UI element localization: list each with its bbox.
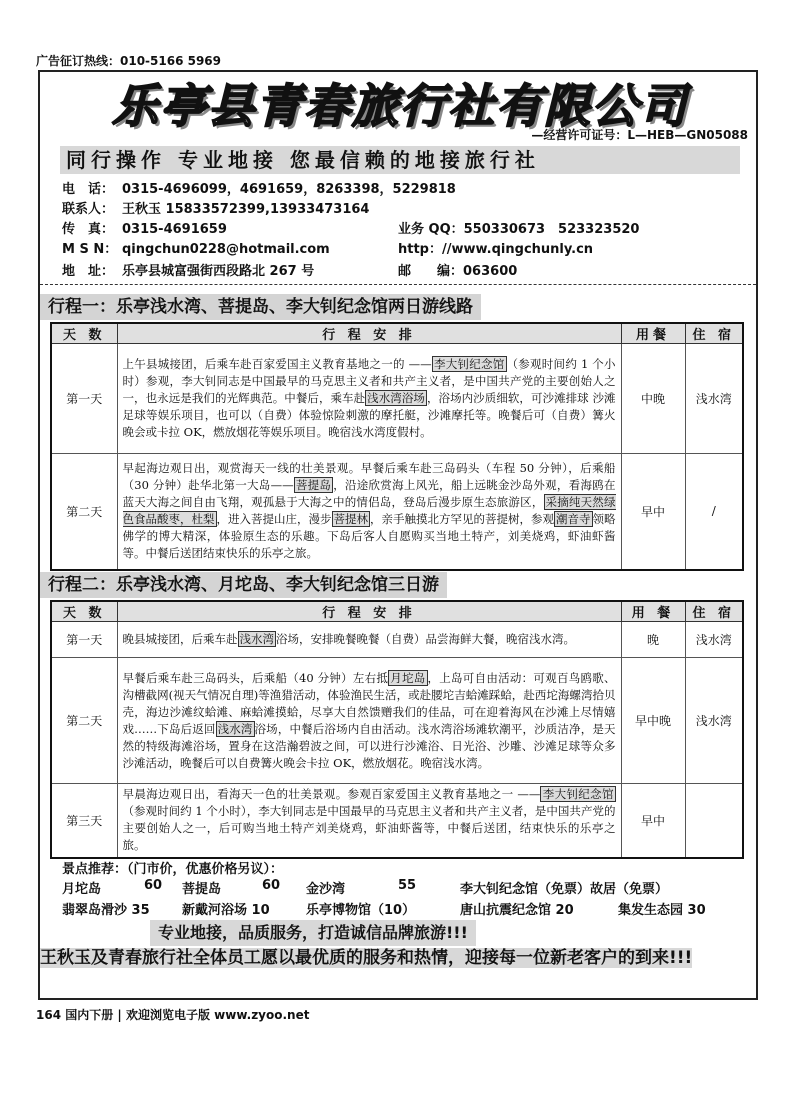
header-stay: 住 宿 bbox=[685, 601, 743, 622]
day-stay: / bbox=[685, 454, 743, 570]
scenic-item: 李大钊纪念馆（免票）故居（免票） bbox=[460, 882, 669, 897]
contact-fax bbox=[62, 218, 227, 237]
text-segment: 晚县城接团，后乘车赴 bbox=[122, 632, 238, 646]
promo-banner: 专业地接，品质服务，打造诚信品牌旅游!!! bbox=[150, 920, 476, 946]
contact-phone bbox=[62, 178, 456, 197]
header-meal: 用餐 bbox=[621, 323, 685, 344]
day-label: 第一天 bbox=[51, 622, 117, 658]
day-description bbox=[117, 622, 621, 658]
msn-label: M S N： bbox=[62, 242, 118, 257]
highlight-puti-forest: 菩提林 bbox=[333, 512, 368, 527]
header-stay: 住 宿 bbox=[685, 323, 743, 344]
scenic-item: 新戴河浴场 10 bbox=[182, 903, 270, 918]
scenic-price: 55 bbox=[398, 878, 417, 893]
day-label: 第三天 bbox=[51, 784, 117, 858]
phone-label: 电 话： bbox=[62, 182, 115, 197]
highlight-yuetuo-island: 月坨岛 bbox=[390, 670, 426, 685]
table-row bbox=[51, 622, 743, 658]
route2-title: 行程二：乐亭浅水湾、月坨岛、李大钊纪念馆三日游 bbox=[40, 572, 447, 598]
fax-label: 传 真： bbox=[62, 222, 115, 237]
day-meal: 早中晚 bbox=[621, 658, 685, 784]
text-segment: ，浴场内沙质细软，可沙滩排球 沙滩足球等娱乐项目，也可以（自费）体验惊险刺激的摩托艇，沙滩摩托等。晚餐后可（自费）篝火晚会或卡拉 OK，燃放烟花等娱乐项目。晚宿浅水湾度假村。 bbox=[122, 391, 616, 439]
highlight-li-dazhao-memorial: 李大钊纪念馆 bbox=[542, 787, 614, 802]
day-meal: 中晚 bbox=[621, 344, 685, 454]
header-day: 天 数 bbox=[51, 601, 117, 622]
day-meal: 晚 bbox=[621, 622, 685, 658]
text-segment: 浴场，安排晚餐晚餐（自费）品尝海鲜大餐，晚宿浅水湾。 bbox=[276, 632, 575, 646]
postcode-value: 063600 bbox=[463, 264, 518, 279]
scenic-item: 翡翠岛滑沙 35 bbox=[62, 903, 150, 918]
day-stay: 浅水湾 bbox=[685, 658, 743, 784]
scenic-item: 菩提岛 bbox=[182, 882, 222, 897]
highlight-qianshuiwan: 浅水湾 bbox=[217, 721, 253, 736]
header-meal: 用 餐 bbox=[621, 601, 685, 622]
text-segment: ，亲手触摸北方罕见的菩提树，参观 bbox=[370, 512, 554, 527]
postcode-label: 邮 编： bbox=[398, 264, 464, 279]
route1-table bbox=[50, 322, 744, 571]
scenic-item: 乐亭博物馆（10） bbox=[306, 903, 416, 918]
slogan-banner: 同行操作 专业地接 您最信赖的地接旅行社 bbox=[60, 146, 740, 174]
text-segment: ，上岛可自由活动：可观百鸟鸥歌、沟槽截网(视天气情况自理)等渔猎活动，体验渔民生活，或赴腰坨吉蛤滩踩蛤，赴西坨海螺湾拾贝壳，海边沙滩纹蛤滩、麻蛤滩摸蛤，尽享大自然馈赠我们的佳品，可在迎着海风在沙滩上尽情嬉戏……下岛后返回 bbox=[122, 670, 616, 736]
text-segment: ，沿途欣赏海上风光，船上远眺金沙岛外观，看海鸥在蓝天大海之间自由飞翔，观孤悬于大海之中的情侣岛，登岛后漫步原生态旅游区， bbox=[122, 478, 616, 510]
table-row bbox=[51, 454, 743, 570]
ad-hotline: 广告征订热线：010-5166 5969 bbox=[36, 54, 222, 68]
highlight-qianshuiwan: 浅水湾 bbox=[239, 632, 274, 646]
highlight-picking: 采摘纯天然绿色食品酸枣，杜梨 bbox=[122, 495, 616, 527]
person-label: 联系人： bbox=[62, 202, 115, 217]
day-description bbox=[117, 784, 621, 858]
route2-header-row bbox=[51, 601, 743, 622]
scenic-item: 唐山抗震纪念馆 20 bbox=[460, 903, 574, 918]
address-label: 地 址： bbox=[62, 264, 115, 279]
day-stay: 浅水湾 bbox=[685, 622, 743, 658]
table-row bbox=[51, 658, 743, 784]
contact-person bbox=[62, 198, 369, 217]
header-schedule: 行 程 安 排 bbox=[117, 601, 621, 622]
contact-qq bbox=[398, 218, 639, 237]
contact-address bbox=[62, 260, 314, 279]
scenic-price: 60 bbox=[144, 878, 163, 893]
text-segment: 早晨海边观日出，看海天一色的壮美景观。参观百家爱国主义教育基地之一 —— bbox=[122, 787, 541, 802]
highlight-chaoyin-temple: 潮音寺 bbox=[556, 512, 591, 527]
company-name: 乐亭县青春旅行社有限公司 bbox=[112, 79, 688, 133]
address-value: 乐亭县城富强街西段路北 267 号 bbox=[122, 264, 315, 279]
table-row bbox=[51, 784, 743, 858]
scenic-heading: 景点推荐：（门市价，优惠价格另议）： bbox=[62, 862, 284, 877]
scenic-price: 60 bbox=[262, 878, 281, 893]
day-meal: 早中 bbox=[621, 454, 685, 570]
text-segment: 上午县城接团，后乘车赴百家爱国主义教育基地之一的 —— bbox=[122, 357, 432, 371]
contact-postcode bbox=[398, 260, 517, 279]
highlight-qianshuiwan-beach: 浅水湾浴场 bbox=[367, 391, 425, 405]
fax-value: 0315-4691659 bbox=[122, 222, 227, 237]
day-stay: 浅水湾 bbox=[685, 344, 743, 454]
scenic-item: 金沙湾 bbox=[306, 882, 346, 897]
route1-title: 行程一：乐亭浅水湾、菩提岛、李大钊纪念馆两日游线路 bbox=[40, 294, 481, 320]
day-label: 第二天 bbox=[51, 658, 117, 784]
text-segment: 领略佛学的博大精深，体验原生态的乐趣。下岛后客人自愿购买当地土特产，刘美烧鸡，虾油虾酱等。中餐后送团结束快乐的乐亭之旅。 bbox=[122, 512, 616, 561]
text-segment: ，进入菩提山庄，漫步 bbox=[216, 512, 332, 527]
phone-value: 0315-4696099，4691659，8263398，5229818 bbox=[122, 182, 456, 197]
person-value: 王秋玉 15833572399,13933473164 bbox=[122, 202, 370, 217]
qq-label: 业务 QQ： bbox=[398, 222, 464, 237]
scenic-item: 集发生态园 30 bbox=[618, 903, 706, 918]
text-segment: 浴场，中餐后浴场内自由活动。浅水湾浴场滩软潮平，沙质洁净，是天然的特级海滩浴场，置身在这浩瀚碧波之间，可以进行沙滩浴、日光浴、沙雕、沙滩足球等众多沙滩活动，晚餐后可以自费篝火晚会卡拉 OK，燃放烟花。晚宿浅水湾。 bbox=[122, 721, 616, 770]
page-footer: 164 国内下册 | 欢迎浏览电子版 www.zyoo.net bbox=[36, 1008, 310, 1022]
day-meal: 早中 bbox=[621, 784, 685, 858]
day-label: 第一天 bbox=[51, 344, 117, 454]
highlight-li-dazhao-memorial: 李大钊纪念馆 bbox=[433, 357, 505, 371]
license-number: —经营许可证号：L—HEB—GN05088 bbox=[531, 128, 748, 142]
header-day: 天 数 bbox=[51, 323, 117, 344]
contact-msn bbox=[62, 238, 330, 257]
route2-table bbox=[50, 600, 744, 859]
welcome-text: 王秋玉及青春旅行社全体员工愿以最优质的服务和热情，迎接每一位新老客户的到来!!! bbox=[40, 948, 693, 968]
qq-value: 550330673 523323520 bbox=[463, 222, 640, 237]
msn-value[interactable]: qingchun0228@hotmail.com bbox=[122, 242, 330, 257]
day-description bbox=[117, 658, 621, 784]
text-segment: （参观时间约 1 个小时）参观，李大钊同志是中国最早的马克思主义者和共产主义者，是中国共产党的主要创始人之一，也永远是我们的光辉典范。中餐后，乘车赴 bbox=[122, 357, 616, 405]
route1-header-row bbox=[51, 323, 743, 344]
text-segment: 早餐后乘车赴三岛码头，后乘船（40 分钟）左右抵 bbox=[122, 670, 389, 685]
header-schedule: 行 程 安 排 bbox=[117, 323, 621, 344]
highlight-puti-island: 菩提岛 bbox=[295, 478, 332, 493]
divider bbox=[40, 284, 756, 285]
day-stay bbox=[685, 784, 743, 858]
welcome-message bbox=[40, 946, 756, 971]
day-description bbox=[117, 344, 621, 454]
day-description bbox=[117, 454, 621, 570]
website-link[interactable]: http：//www.qingchunly.cn bbox=[398, 242, 594, 257]
day-label: 第二天 bbox=[51, 454, 117, 570]
text-segment: 早起海边观日出，观赏海天一线的壮美景观。早餐后乘车赴三岛码头（车程 50 分钟），后乘船（30 分钟）赴华北第一大岛—— bbox=[122, 461, 616, 493]
scenic-item: 月坨岛 bbox=[62, 882, 102, 897]
text-segment: （参观时间约 1 个小时），李大钊同志是中国最早的马克思主义者和共产主义者，是中国共产党的主要创始人之一，后可购当地土特产刘美烧鸡，虾油虾酱等，中餐后送团，结束快乐的乐亭之旅。 bbox=[122, 804, 616, 853]
table-row bbox=[51, 344, 743, 454]
